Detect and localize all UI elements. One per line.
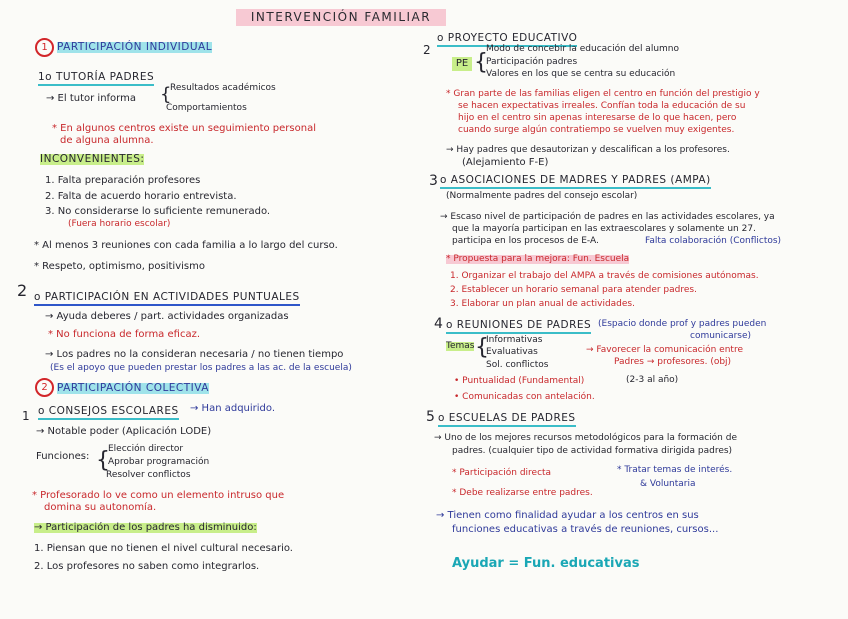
note-familias-2: se hacen expectativas irreales. Confían toda la educación de su bbox=[458, 101, 746, 111]
section-number-r5: 5 bbox=[426, 409, 435, 425]
heading-inconvenientes: INCONVENIENTES: bbox=[40, 153, 145, 165]
subsection-consejos: o CONSEJOS ESCOLARES bbox=[38, 406, 179, 420]
text-padres-no: → Los padres no la consideran necesaria / no tienen tiempo bbox=[45, 349, 344, 360]
note-familias-4: cuando surge algún contratiempo se vuelven muy exigentes. bbox=[458, 125, 735, 135]
pe-item-3: Valores en los que se centra su educación bbox=[486, 69, 676, 79]
text-tratar-temas: * Tratar temas de interés. bbox=[617, 465, 733, 475]
text-favorecer-2: Padres → profesores. (obj) bbox=[614, 357, 732, 367]
section-number-r3: 3 bbox=[429, 173, 438, 189]
tema-1: Informativas bbox=[486, 335, 543, 345]
inconveniente-3: 3. No considerarse lo suficiente remunerado. bbox=[45, 206, 271, 217]
brace-temas: { bbox=[475, 335, 489, 360]
text-respeto: * Respeto, optimismo, positivismo bbox=[34, 261, 205, 272]
funcion-1: Elección director bbox=[108, 444, 184, 454]
note-profesorado-2: domina su autonomía. bbox=[44, 502, 157, 513]
brace-pe: { bbox=[474, 50, 488, 75]
disminuido-1: 1. Piensan que no tienen el nivel cultural necesario. bbox=[34, 543, 293, 554]
section-heading-individual: PARTICIPACIÓN INDIVIDUAL bbox=[57, 41, 213, 53]
text-veces: (2-3 al año) bbox=[626, 375, 679, 385]
text-debe-realizarse: * Debe realizarse entre padres. bbox=[452, 488, 593, 498]
text-falta-colaboracion: Falta colaboración (Conflictos) bbox=[645, 236, 782, 246]
disminuido-2: 2. Los profesores no saben como integrarlos. bbox=[34, 561, 260, 572]
text-tutor-informa: → El tutor informa bbox=[46, 93, 136, 104]
text-escaso-2: que la mayoría participan en las extraescolares y solamente un 27. bbox=[452, 224, 756, 234]
text-han-adquirido: → Han adquirido. bbox=[190, 403, 276, 414]
note-seguimiento-1: * En algunos centros existe un seguimiento personal bbox=[52, 123, 316, 134]
text-uno-2: padres. (cualquier tipo de actividad formativa dirigida padres) bbox=[452, 446, 733, 456]
text-apoyo: (Es el apoyo que pueden prestar los padres a las ac. de la escuela) bbox=[50, 363, 352, 373]
text-alejamiento: (Alejamiento F-E) bbox=[462, 157, 549, 168]
section-number-1: 1 bbox=[35, 38, 54, 57]
tema-2: Evaluativas bbox=[486, 347, 538, 357]
subsection-reuniones: o REUNIONES DE PADRES bbox=[446, 320, 591, 334]
note-propuesta: * Propuesta para la mejora: Fun. Escuela bbox=[446, 254, 630, 264]
text-ayudar-summary: Ayudar = Fun. educativas bbox=[452, 556, 640, 571]
text-participacion-directa: * Participación directa bbox=[452, 468, 552, 478]
page-title: INTERVENCIÓN FAMILIAR bbox=[236, 9, 446, 26]
text-tienen-2: funciones educativas a través de reuniones, cursos... bbox=[452, 524, 719, 535]
text-escaso-1: → Escaso nivel de participación de padres en las actividades escolares, ya bbox=[440, 212, 775, 222]
text-resultados: Resultados académicos bbox=[170, 83, 276, 93]
brace-funciones: { bbox=[96, 448, 110, 473]
inconveniente-3-note: (Fuera horario escolar) bbox=[68, 219, 171, 229]
text-ampa-sub: (Normalmente padres del consejo escolar) bbox=[446, 191, 638, 201]
text-espacio-1: (Espacio donde prof y padres pueden bbox=[598, 319, 767, 329]
brace-tutor: { bbox=[160, 84, 172, 105]
section-number-2-1: 1 bbox=[22, 409, 30, 423]
subsection-escuelas: o ESCUELAS DE PADRES bbox=[438, 413, 576, 427]
propuesta-2: 2. Establecer un horario semanal para atender padres. bbox=[450, 285, 697, 295]
section-number-2: 2 bbox=[35, 378, 54, 397]
note-profesorado-1: * Profesorado lo ve como un elemento intruso que bbox=[32, 490, 285, 501]
text-participacion-disminuido: → Participación de los padres ha disminuido: bbox=[34, 522, 257, 533]
subsection-ampa: o ASOCIACIONES DE MADRES Y PADRES (AMPA) bbox=[440, 175, 711, 189]
text-comportamientos: Comportamientos bbox=[166, 103, 247, 113]
pe-item-1: Modo de concebir la educación del alumno bbox=[486, 44, 680, 54]
text-espacio-2: comunicarse) bbox=[690, 331, 752, 341]
pe-item-2: Participación padres bbox=[486, 57, 578, 67]
note-no-funciona: * No funciona de forma eficaz. bbox=[48, 329, 200, 340]
note-familias-1: * Gran parte de las familias eligen el centro en función del prestigio y bbox=[446, 89, 760, 99]
text-uno-1: → Uno de los mejores recursos metodológicos para la formación de bbox=[434, 433, 737, 443]
text-favorecer-1: → Favorecer la comunicación entre bbox=[586, 345, 743, 355]
propuesta-3: 3. Elaborar un plan anual de actividades. bbox=[450, 299, 635, 309]
label-funciones: Funciones: bbox=[36, 451, 90, 462]
propuesta-1: 1. Organizar el trabajo del AMPA a través de comisiones autónomas. bbox=[450, 271, 759, 281]
text-ayuda-deberes: → Ayuda deberes / part. actividades organizadas bbox=[45, 311, 289, 322]
funcion-2: Aprobar programación bbox=[108, 457, 210, 467]
section-heading-colectiva: PARTICIPACIÓN COLECTIVA bbox=[57, 382, 209, 394]
text-voluntaria: & Voluntaria bbox=[640, 479, 696, 489]
text-escaso-3: participa en los procesos de E-A. bbox=[452, 236, 599, 246]
section-number-1-2: 2 bbox=[17, 281, 28, 300]
text-min-reuniones: * Al menos 3 reuniones con cada familia a lo largo del curso. bbox=[34, 240, 338, 251]
text-tienen-1: → Tienen como finalidad ayudar a los centros en sus bbox=[436, 510, 699, 521]
inconveniente-1: 1. Falta preparación profesores bbox=[45, 175, 201, 186]
section-number-r2: 2 bbox=[423, 43, 431, 57]
note-familias-3: hijo en el centro sin apenas interesarse de lo que hacen, pero bbox=[458, 113, 737, 123]
subsection-actividades-puntuales: o PARTICIPACIÓN EN ACTIVIDADES PUNTUALES bbox=[34, 292, 300, 306]
subsection-proyecto: o PROYECTO EDUCATIVO bbox=[437, 33, 577, 47]
label-temas: Temas bbox=[446, 341, 475, 351]
inconveniente-2: 2. Falta de acuerdo horario entrevista. bbox=[45, 191, 237, 202]
text-puntualidad: • Puntualidad (Fundamental) bbox=[454, 376, 585, 386]
pe-label: PE bbox=[452, 57, 472, 71]
funcion-3: Resolver conflictos bbox=[106, 470, 191, 480]
text-comunicadas: • Comunicadas con antelación. bbox=[454, 392, 595, 402]
text-notable-poder: → Notable poder (Aplicación LODE) bbox=[36, 426, 212, 437]
section-number-r4: 4 bbox=[434, 316, 443, 332]
text-hay-padres: → Hay padres que desautorizan y descalifican a los profesores. bbox=[446, 145, 730, 155]
tema-3: Sol. conflictos bbox=[486, 360, 549, 370]
subsection-tutoria: 1o TUTORÍA PADRES bbox=[38, 72, 154, 86]
note-seguimiento-2: de alguna alumna. bbox=[60, 135, 154, 146]
